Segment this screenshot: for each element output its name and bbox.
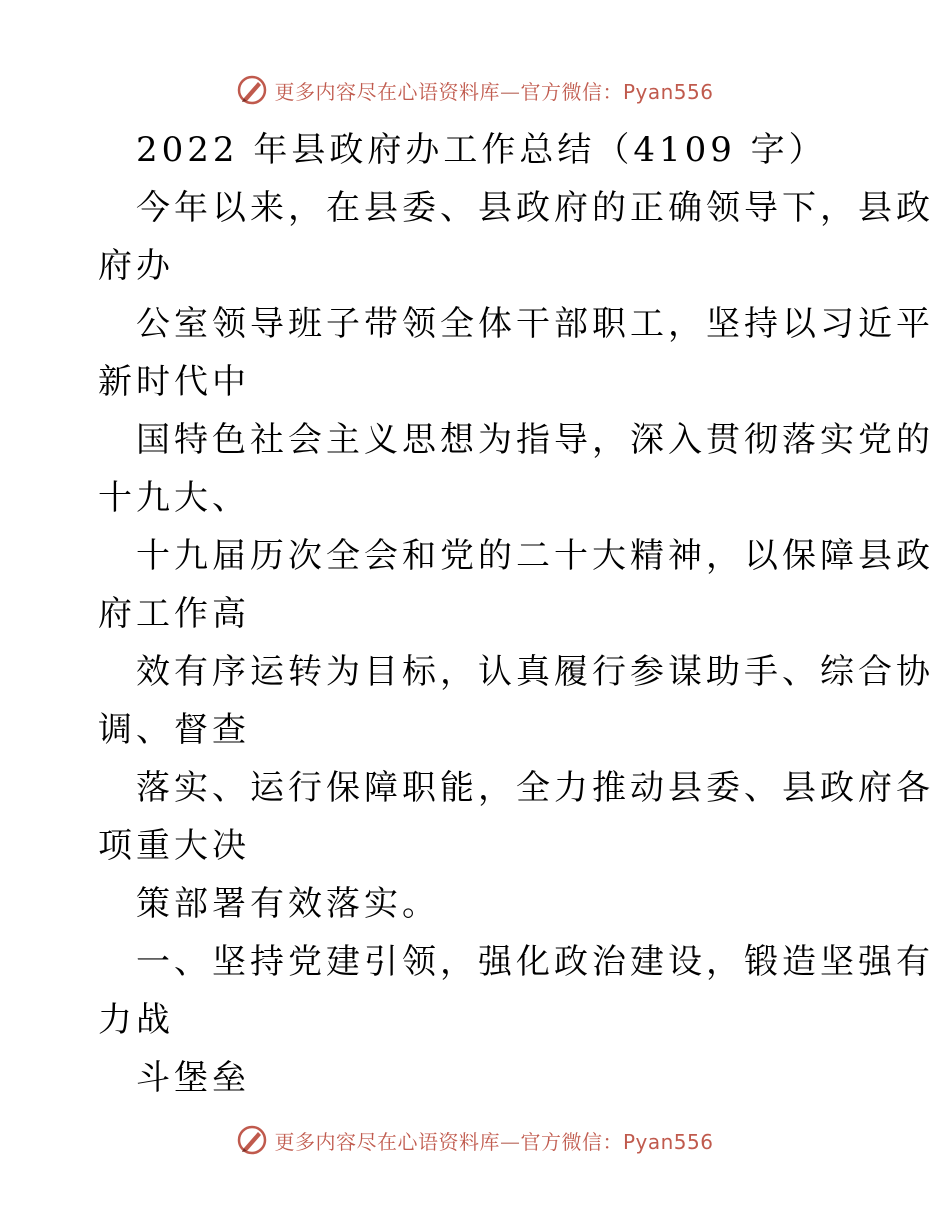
watermark-text: 更多内容尽在心语资料库—官方微信：Pyan556	[274, 1129, 714, 1154]
paragraph-line: 十九大、	[98, 478, 250, 518]
section-heading-line: 斗堡垒	[136, 1058, 250, 1098]
paragraph-line: 调、督查	[98, 710, 250, 750]
paragraph-line: 府办	[98, 246, 174, 286]
paragraph-line: 府工作高	[98, 594, 250, 634]
paragraph-line: 今年以来，在县委、县政府的正确领导下，县政	[136, 188, 934, 228]
paragraph-line: 新时代中	[98, 362, 250, 402]
pen-logo-icon	[236, 74, 268, 106]
paragraph-line: 项重大决	[98, 826, 250, 866]
paragraph-line: 效有序运转为目标，认真履行参谋助手、综合协	[136, 652, 934, 692]
paragraph-line: 国特色社会主义思想为指导，深入贯彻落实党的	[136, 420, 934, 460]
footer-watermark-banner	[0, 1120, 950, 1160]
pen-logo-icon	[236, 1124, 268, 1156]
paragraph-line: 策部署有效落实。	[136, 884, 440, 924]
section-heading-line: 一、坚持党建引领，强化政治建设，锻造坚强有	[136, 942, 934, 982]
paragraph-line: 落实、运行保障职能，全力推动县委、县政府各	[136, 768, 934, 808]
header-watermark-banner	[0, 70, 950, 110]
watermark-text: 更多内容尽在心语资料库—官方微信：Pyan556	[274, 79, 714, 104]
paragraph-line: 公室领导班子带领全体干部职工，坚持以习近平	[136, 304, 934, 344]
document-title: 2022 年县政府办工作总结（4109 字）	[136, 130, 827, 170]
paragraph-line: 十九届历次全会和党的二十大精神，以保障县政	[136, 536, 934, 576]
section-heading-line: 力战	[98, 1000, 174, 1040]
